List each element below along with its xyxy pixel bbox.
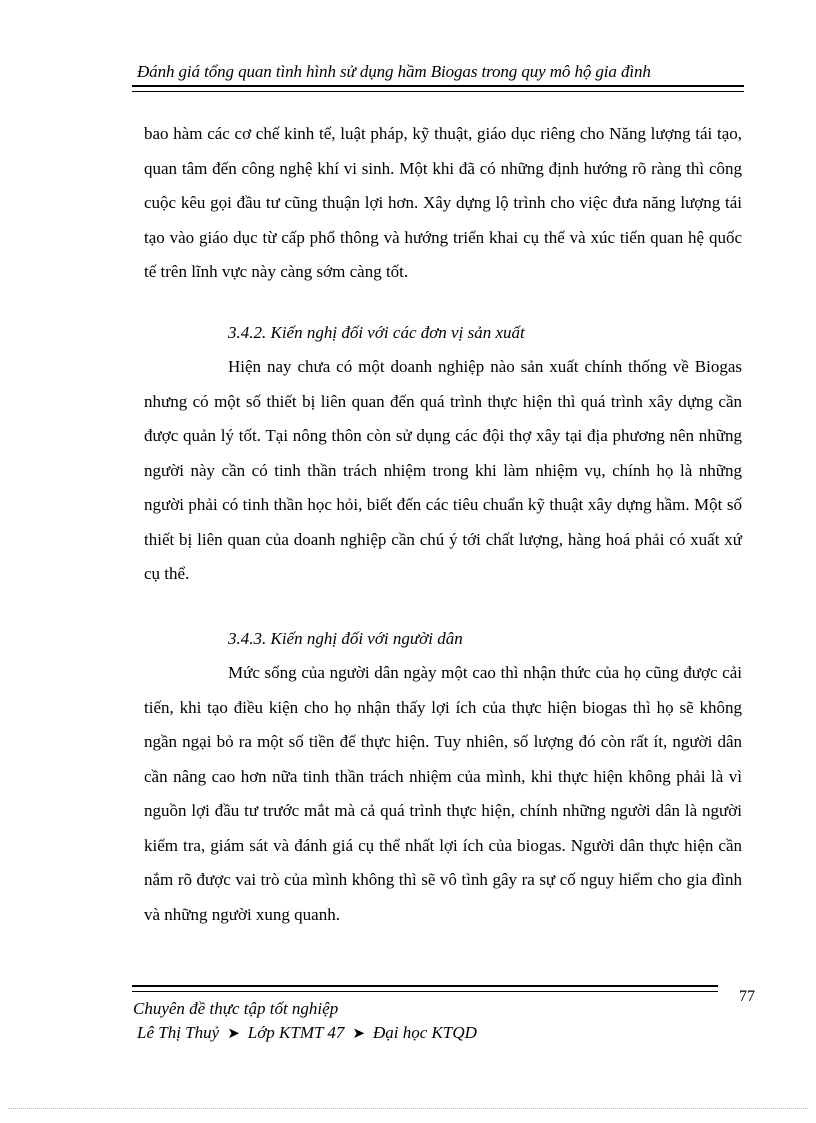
footer-university: Đại học KTQD — [372, 1023, 477, 1042]
section-heading-3-4-3: 3.4.3. Kiến nghị đối với người dân — [228, 628, 463, 648]
footer-class: Lớp KTMT 47 — [247, 1023, 345, 1042]
footer-author: Lê Thị Thuỷ — [137, 1023, 220, 1042]
page-number: 77 — [739, 988, 755, 1005]
arrow-right-icon: ➤ — [352, 1025, 365, 1042]
running-header-title: Đánh giá tổng quan tình hình sử dụng hầm Biogas trong quy mô hộ gia đình — [137, 62, 651, 81]
arrow-right-icon: ➤ — [227, 1025, 240, 1042]
footer-rule — [132, 985, 718, 992]
header-rule — [132, 85, 744, 92]
paragraph-3: Mức sống của người dân ngày một cao thì nhận thức của họ cũng được cải tiến, khi tạo điều kiện cho họ nhận thấy lợi ích của thực hiện biogas thì họ sẽ không ngần ngại bỏ ra một số tiền để thực hiện. Tuy nhiên, số lượng đó còn rất ít, người dân cần nâng cao hơn nữa tinh thần trách nhiệm của mình, khi thực hiện không phải là vì nguồn lợi đầu tư trước mắt mà cả quá trình thực hiện, chính những người dân là người kiểm tra, giám sát và đánh giá cụ thể nhất lợi ích của biogas. Người dân thực hiện cần nắm rõ được vai trò của mình không thì sẽ vô tình gây ra sự cố nguy hiểm cho gia đình và những người xung quanh. — [144, 663, 742, 924]
paragraph-2: Hiện nay chưa có một doanh nghiệp nào sản xuất chính thống về Biogas nhưng có một số thiết bị liên quan đến quá trình thực hiện thì quá trình xây dựng cần được quản lý tốt. Tại nông thôn còn sử dụng các đội thợ xây tại địa phương nên những người này cần có tinh thần trách nhiệm trong khi làm nhiệm vụ, chính họ là những người phải có tinh thần học hỏi, biết đến các tiêu chuẩn kỹ thuật xây dựng hầm. Một số thiết bị liên quan của doanh nghiệp cần chú ý tới chất lượng, hàng hoá phải có xuất xứ cụ thể. — [144, 357, 742, 583]
document-body — [144, 117, 742, 932]
section-heading-3-4-2: 3.4.2. Kiến nghị đối với các đơn vị sản xuất — [228, 322, 525, 342]
page-bottom-dotted-border — [8, 1108, 808, 1109]
footer-document-type: Chuyên đề thực tập tốt nghiệp — [133, 999, 339, 1018]
paragraph-1: bao hàm các cơ chế kinh tế, luật pháp, kỹ thuật, giáo dục riêng cho Năng lượng tái tạo, quan tâm đến công nghệ khí vi sinh. Một khi đã có những định hướng rõ ràng thì công cuộc kêu gọi đầu tư cũng thuận lợi hơn. Xây dựng lộ trình cho việc đưa năng lượng tái tạo vào giáo dục từ cấp phổ thông và hướng triển khai cụ thể và xúc tiến quan hệ quốc tế trên lĩnh vực này càng sớm càng tốt. — [144, 124, 742, 281]
footer-credits — [137, 1023, 477, 1043]
